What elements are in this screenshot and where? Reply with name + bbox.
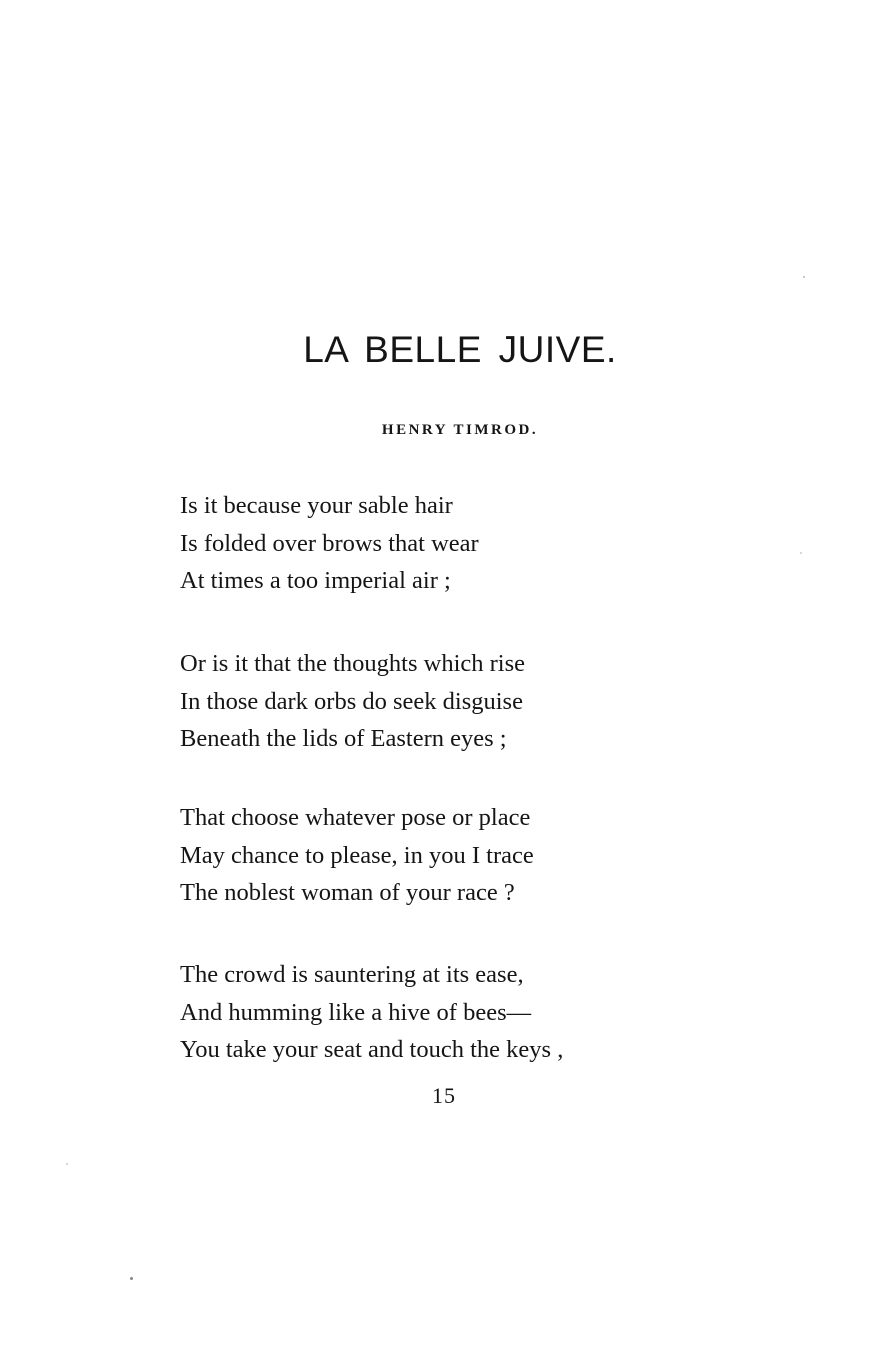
poem-line: Is folded over brows that wear (180, 529, 479, 557)
stanza-3 (180, 799, 534, 912)
poem-line: That choose whatever pose or place (180, 804, 531, 831)
poem-title: LA BELLE JUIVE. (303, 329, 617, 370)
poem-author: HENRY TIMROD. (381, 422, 539, 438)
stanza-2 (180, 645, 525, 758)
stanza-1 (180, 487, 479, 600)
poem-line: In those dark orbs do seek disguise (180, 687, 523, 715)
poem-line: Or is it that the thoughts which rise (180, 650, 525, 677)
poem-line: You take your seat and touch the keys , (180, 1036, 564, 1063)
poem-line: May chance to please, in you I trace (180, 841, 534, 869)
scan-speck (800, 552, 802, 554)
poem-line: Beneath the lids of Eastern eyes ; (180, 725, 507, 752)
scan-speck (803, 276, 805, 278)
page-number: 15 (432, 1083, 456, 1108)
scan-speck (130, 1277, 133, 1280)
poem-line: And humming like a hive of bees— (180, 998, 532, 1026)
poem-line: At times a too imperial air ; (180, 567, 451, 594)
poem-line: Is it because your sable hair (180, 492, 453, 519)
poem-line: The crowd is sauntering at its ease, (180, 961, 524, 988)
scan-speck (66, 1163, 68, 1165)
stanza-4 (180, 956, 563, 1069)
poem-line: The noblest woman of your race ? (180, 879, 515, 906)
